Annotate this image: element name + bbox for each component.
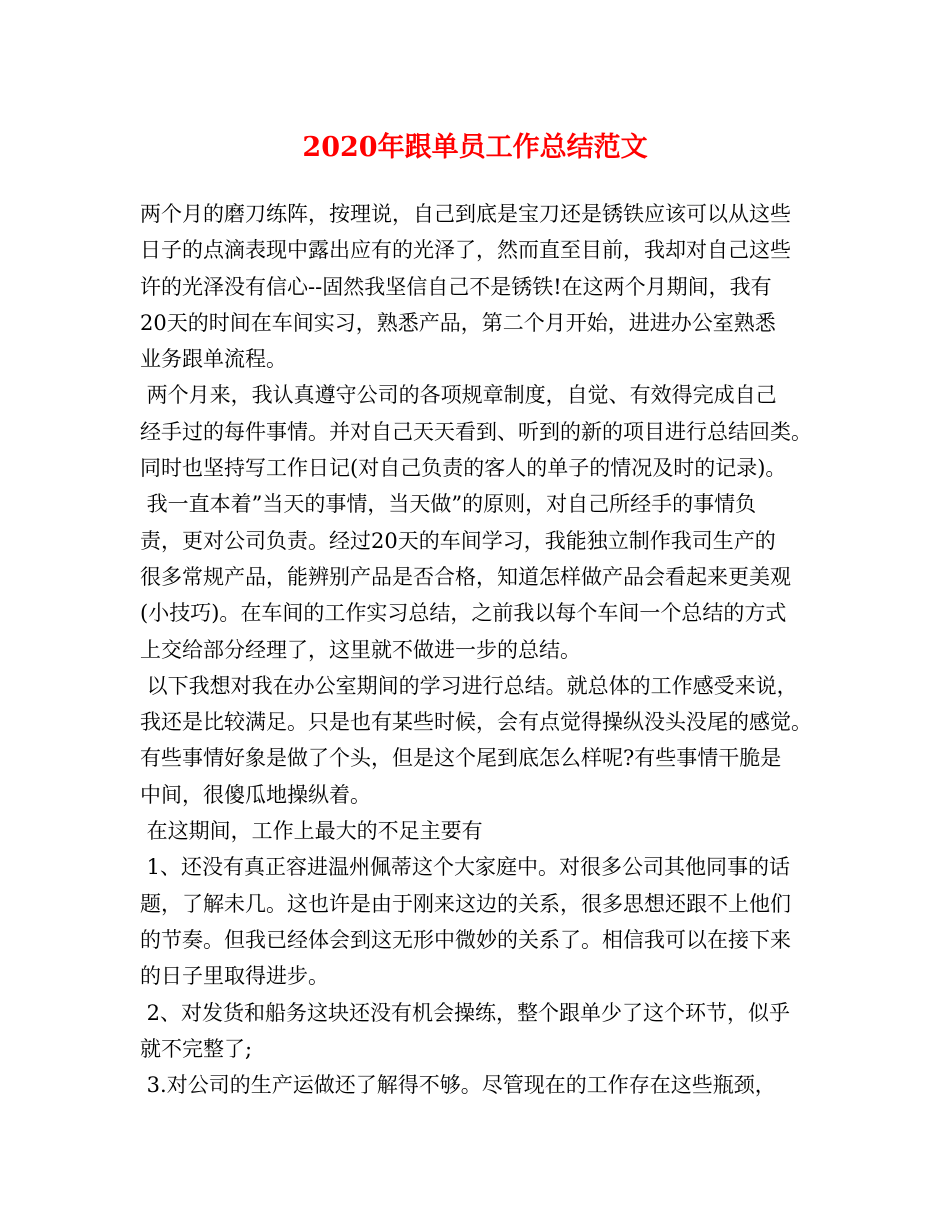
body-text-line: 同时也坚持写工作日记(对自己负责的客人的单子的情况及时的记录)。 bbox=[140, 456, 787, 481]
body-text-line: 经手过的每件事情。并对自己天天看到、听到的新的项目进行总结回类。 bbox=[140, 419, 812, 444]
body-text-line: 很多常规产品，能辨别产品是否合格，知道怎样做产品会看起来更美观 bbox=[140, 564, 791, 589]
body-text-line: 我还是比较满足。只是也有某些时候，会有点觉得操纵没头没尾的感觉。 bbox=[140, 710, 812, 735]
body-text-line: 在这期间，工作上最大的不足主要有 bbox=[140, 819, 483, 844]
body-text-line: 就不完整了; bbox=[140, 1036, 253, 1061]
body-text-line: 我一直本着”当天的事情，当天做”的原则，对自己所经手的事情负 bbox=[140, 492, 757, 517]
document-title: 2020年跟单员工作总结范文 bbox=[302, 132, 648, 163]
body-text-line: 的日子里取得进步。 bbox=[140, 964, 329, 989]
body-text-line: 2、对发货和船务这块还没有机会操练，整个跟单少了这个环节，似乎 bbox=[140, 1000, 791, 1025]
body-text-line: 20天的时间在车间实习，熟悉产品，第二个月开始，进进办公室熟悉 bbox=[140, 310, 776, 335]
body-text-line: 两个月的磨刀练阵，按理说，自己到底是宝刀还是锈铁应该可以从这些 bbox=[140, 202, 791, 226]
body-text-line: 的节奏。但我已经体会到这无形中微妙的关系了。相信我可以在接下来 bbox=[140, 927, 791, 952]
body-text-line: 3.对公司的生产运做还了解得不够。尽管现在的工作存在这些瓶颈， bbox=[140, 1073, 776, 1098]
body-text-line: 日子的点滴表现中露出应有的光泽了，然而直至目前，我却对自己这些 bbox=[140, 238, 791, 263]
body-text-line: 有些事情好象是做了个头，但是这个尾到底怎么样呢?有些事情干脆是 bbox=[140, 746, 782, 771]
body-text-line: (小技巧)。在车间的工作实习总结，之前我以每个车间一个总结的方式 bbox=[140, 601, 787, 626]
body-text-line: 题，了解未几。这也许是由于刚来这边的关系，很多思想还跟不上他们 bbox=[140, 891, 791, 916]
body-text-line: 上交给部分经理了，这里就不做进一步的总结。 bbox=[140, 637, 581, 662]
body-text-line: 业务跟单流程。 bbox=[140, 347, 287, 372]
body-text-line: 1、还没有真正容进温州佩蒂这个大家庭中。对很多公司其他同事的话 bbox=[140, 855, 791, 880]
body-text-line: 许的光泽没有信心--固然我坚信自己不是锈铁!在这两个月期间，我有 bbox=[140, 274, 772, 299]
body-text-line: 两个月来，我认真遵守公司的各项规章制度，自觉、有效得完成自己 bbox=[140, 383, 777, 408]
body-text-line: 责，更对公司负责。经过20天的车间学习，我能独立制作我司生产的 bbox=[140, 528, 776, 553]
body-text-line: 中间，很傻瓜地操纵着。 bbox=[140, 782, 371, 807]
body-text-line: 以下我想对我在办公室期间的学习进行总结。就总体的工作感受来说， bbox=[140, 673, 798, 698]
document-body bbox=[140, 196, 820, 1103]
